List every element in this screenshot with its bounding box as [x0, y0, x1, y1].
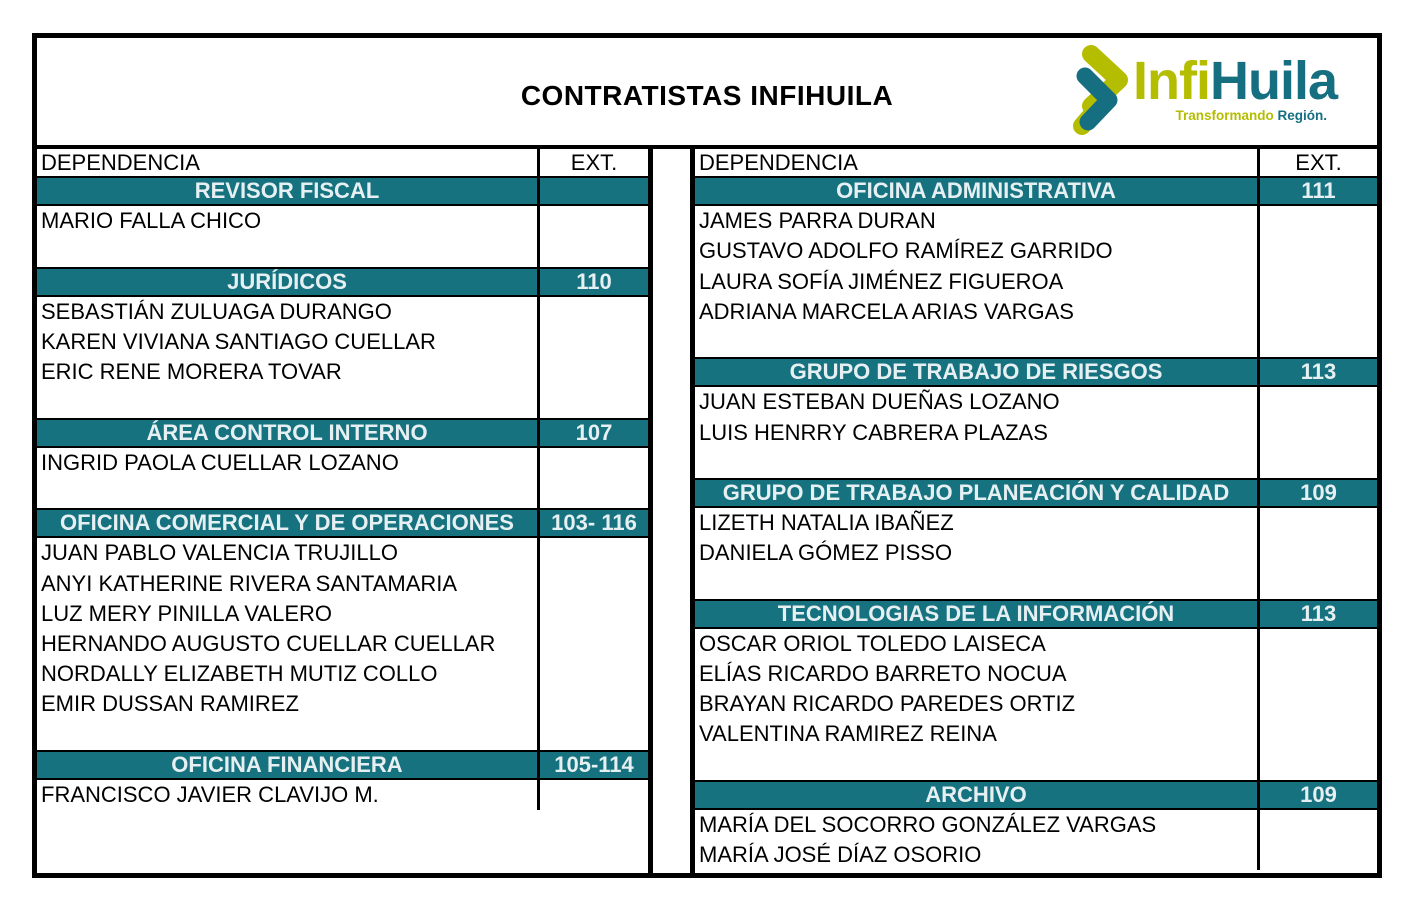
ext-cell-empty: [1257, 719, 1377, 749]
person-row: [695, 236, 1377, 266]
blank-row: [37, 719, 648, 749]
person-name: LIZETH NATALIA IBAÑEZ: [699, 510, 954, 536]
section-ext: 113: [1257, 601, 1377, 627]
person-name: ADRIANA MARCELA ARIAS VARGAS: [699, 298, 1074, 324]
table-rows: [37, 176, 648, 810]
ext-cell-empty: [1257, 418, 1377, 448]
dependencia-header: DEPENDENCIA: [699, 149, 858, 175]
ext-cell-empty: [537, 297, 648, 327]
directory-table-right: [690, 149, 1377, 873]
person-name: SEBASTIÁN ZULUAGA DURANGO: [41, 298, 392, 324]
document-frame: [32, 33, 1382, 878]
person-name: MARÍA JOSÉ DÍAZ OSORIO: [699, 842, 982, 868]
ext-cell-empty: [1257, 508, 1377, 538]
blank-row: [695, 327, 1377, 357]
ext-cell-empty: [1257, 327, 1377, 357]
section-header-row: [37, 750, 648, 780]
person-row: [695, 267, 1377, 297]
section-label: REVISOR FISCAL: [194, 178, 380, 204]
ext-cell-empty: [537, 599, 648, 629]
ext-cell-empty: [537, 568, 648, 598]
section-label: JURÍDICOS: [227, 268, 347, 294]
person-name: MARÍA DEL SOCORRO GONZÁLEZ VARGAS: [699, 812, 1157, 838]
person-row: [37, 629, 648, 659]
blank-row: [37, 478, 648, 508]
person-row: [37, 659, 648, 689]
ext-cell-empty: [537, 327, 648, 357]
ext-cell-empty: [1257, 387, 1377, 417]
person-row: [695, 689, 1377, 719]
section-header-row: [695, 176, 1377, 206]
blank-row: [37, 236, 648, 266]
person-row: [37, 689, 648, 719]
directory-tables-area: [37, 145, 1377, 873]
ext-cell-empty: [537, 357, 648, 387]
section-ext: 113: [1257, 359, 1377, 385]
person-name: GUSTAVO ADOLFO RAMÍREZ GARRIDO: [699, 238, 1113, 264]
section-label: GRUPO DE TRABAJO DE RIESGOS: [789, 359, 1163, 385]
person-name: JUAN ESTEBAN DUEÑAS LOZANO: [699, 389, 1060, 415]
section-header-row: [37, 508, 648, 538]
table-header-row: [695, 149, 1377, 176]
person-name: EMIR DUSSAN RAMIREZ: [41, 691, 299, 717]
ext-cell-empty: [537, 236, 648, 266]
blank-row: [37, 387, 648, 417]
section-ext: 109: [1257, 782, 1377, 808]
section-ext: 111: [1257, 178, 1377, 204]
section-label: OFICINA COMERCIAL Y DE OPERACIONES: [60, 510, 514, 536]
ext-cell-empty: [1257, 840, 1377, 870]
person-row: [695, 840, 1377, 870]
section-label: GRUPO DE TRABAJO PLANEACIÓN Y CALIDAD: [722, 479, 1230, 505]
person-row: [37, 297, 648, 327]
person-row: [37, 599, 648, 629]
section-ext: 103- 116: [537, 510, 648, 536]
person-row: [37, 206, 648, 236]
ext-header: EXT.: [537, 149, 648, 176]
person-row: [695, 508, 1377, 538]
person-name: ERIC RENE MORERA TOVAR: [41, 359, 342, 385]
logo-word-infi: Infi: [1133, 51, 1210, 111]
ext-cell-empty: [1257, 267, 1377, 297]
person-name: OSCAR ORIOL TOLEDO LAISECA: [699, 630, 1046, 656]
person-name: NORDALLY ELIZABETH MUTIZ COLLO: [41, 661, 438, 687]
section-header-row: [695, 478, 1377, 508]
person-row: [37, 357, 648, 387]
person-name: LUIS HENRRY CABRERA PLAZAS: [699, 419, 1048, 445]
ext-cell-empty: [1257, 448, 1377, 478]
person-name: MARIO FALLA CHICO: [41, 208, 262, 234]
person-row: [37, 327, 648, 357]
infihuila-logo: [1075, 40, 1338, 140]
ext-cell-empty: [1257, 297, 1377, 327]
section-label: ARCHIVO: [925, 781, 1027, 807]
ext-cell-empty: [537, 719, 648, 749]
section-ext: 110: [537, 269, 648, 295]
tagline-transformando: Transformando: [1175, 108, 1278, 123]
ext-cell-empty: [537, 629, 648, 659]
person-row: [37, 780, 648, 810]
person-name: BRAYAN RICARDO PAREDES ORTIZ: [699, 691, 1076, 717]
person-name: FRANCISCO JAVIER CLAVIJO M.: [41, 781, 379, 807]
person-name: KAREN VIVIANA SANTIAGO CUELLAR: [41, 329, 436, 355]
blank-row: [695, 750, 1377, 780]
ext-cell-empty: [1257, 236, 1377, 266]
person-name: VALENTINA RAMIREZ REINA: [699, 721, 997, 747]
ext-cell-empty: [537, 689, 648, 719]
logo-word-huila: Huila: [1209, 51, 1338, 111]
person-name: DANIELA GÓMEZ PISSO: [699, 540, 953, 566]
blank-row: [695, 568, 1377, 598]
ext-cell-empty: [1257, 629, 1377, 659]
table-gap-divider: [653, 149, 690, 873]
dependencia-header: DEPENDENCIA: [41, 149, 200, 175]
ext-cell-empty: [537, 659, 648, 689]
ext-cell-empty: [537, 780, 648, 810]
table-header-row: [37, 149, 648, 176]
section-header-row: [37, 418, 648, 448]
person-row: [695, 538, 1377, 568]
person-name: HERNANDO AUGUSTO CUELLAR CUELLAR: [41, 630, 496, 656]
logo-wordmark: [1133, 50, 1337, 112]
person-row: [37, 448, 648, 478]
ext-cell-empty: [537, 448, 648, 478]
section-header-row: [695, 599, 1377, 629]
person-row: [695, 629, 1377, 659]
person-row: [695, 719, 1377, 749]
section-label: ÁREA CONTROL INTERNO: [146, 419, 428, 445]
person-name: ANYI KATHERINE RIVERA SANTAMARIA: [41, 570, 458, 596]
person-name: ELÍAS RICARDO BARRETO NOCUA: [699, 661, 1067, 687]
person-name: LAURA SOFÍA JIMÉNEZ FIGUEROA: [699, 268, 1064, 294]
section-label: OFICINA FINANCIERA: [171, 751, 403, 777]
person-row: [695, 297, 1377, 327]
section-ext: 107: [537, 420, 648, 446]
section-ext: [537, 178, 648, 204]
ext-cell-empty: [1257, 750, 1377, 780]
ext-cell-empty: [537, 387, 648, 417]
ext-cell-empty: [1257, 206, 1377, 236]
directory-table-left: [37, 149, 653, 873]
person-row: [695, 810, 1377, 840]
ext-cell-empty: [1257, 568, 1377, 598]
ext-cell-empty: [537, 206, 648, 236]
section-header-row: [37, 267, 648, 297]
ext-cell-empty: [1257, 659, 1377, 689]
logo-tagline: [1175, 108, 1327, 123]
person-row: [695, 659, 1377, 689]
ext-cell-empty: [537, 538, 648, 568]
tagline-region: Región.: [1277, 108, 1327, 123]
ext-header: EXT.: [1257, 149, 1377, 176]
section-header-row: [37, 176, 648, 206]
ext-cell-empty: [1257, 810, 1377, 840]
section-ext: 109: [1257, 480, 1377, 506]
person-name: JUAN PABLO VALENCIA TRUJILLO: [41, 540, 399, 566]
blank-row: [695, 448, 1377, 478]
infihuila-logo-icon: [1071, 42, 1133, 136]
section-ext: 105-114: [537, 752, 648, 778]
section-label: TECNOLOGIAS DE LA INFORMACIÓN: [777, 600, 1175, 626]
ext-cell-empty: [1257, 538, 1377, 568]
person-row: [695, 418, 1377, 448]
ext-cell-empty: [1257, 689, 1377, 719]
person-row: [37, 538, 648, 568]
person-name: LUZ MERY PINILLA VALERO: [41, 600, 333, 626]
person-name: JAMES PARRA DURAN: [699, 208, 936, 234]
section-label: OFICINA ADMINISTRATIVA: [836, 178, 1116, 204]
person-row: [37, 568, 648, 598]
section-header-row: [695, 780, 1377, 810]
person-row: [695, 387, 1377, 417]
person-row: [695, 206, 1377, 236]
page-title: CONTRATISTAS INFIHUILA: [520, 80, 894, 111]
table-rows: [695, 176, 1377, 870]
ext-cell-empty: [537, 478, 648, 508]
person-name: INGRID PAOLA CUELLAR LOZANO: [41, 449, 399, 475]
section-header-row: [695, 357, 1377, 387]
